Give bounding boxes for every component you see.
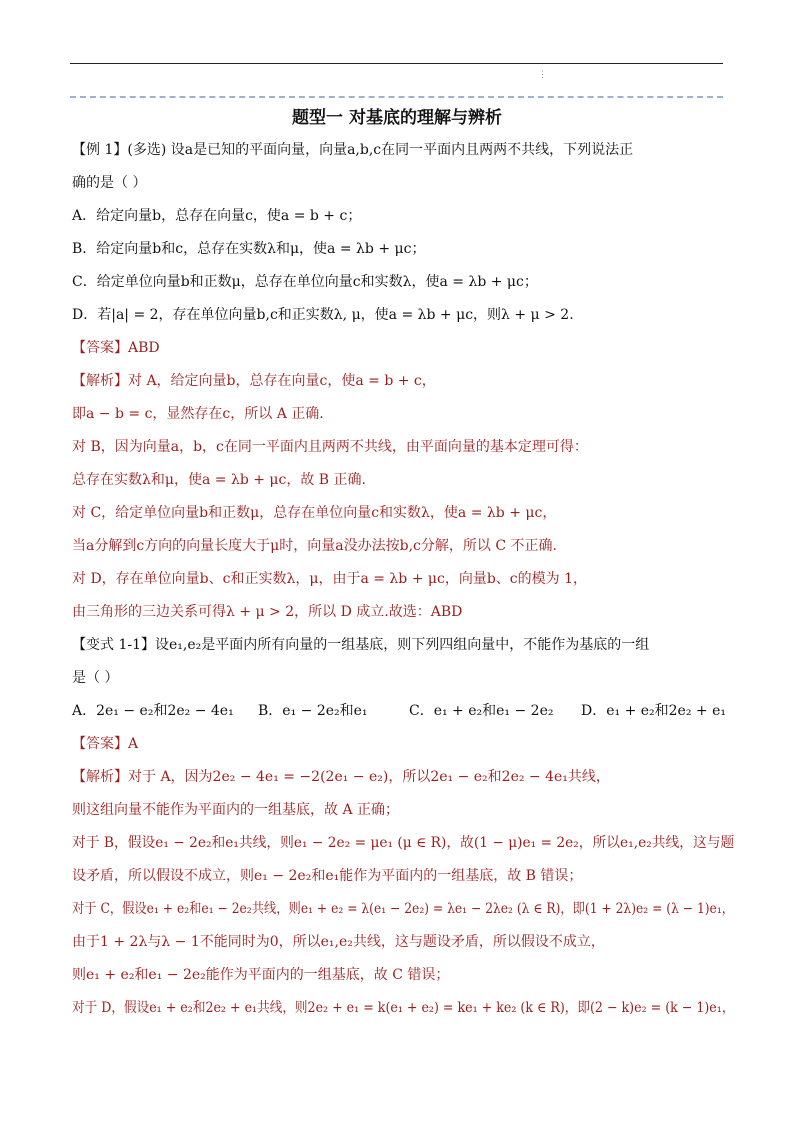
- example-1-option-a: A．给定向量b，总存在向量c，使a = b + c；: [72, 208, 362, 224]
- example-1-analysis-line-6: 当a分解到c方向的向量长度大于μ时，向量a没办法按b,c分解，所以 C 不正确.: [72, 538, 557, 554]
- header-mark: ⋮: [538, 70, 547, 80]
- variant-1-1-option-c: C．e₁ + e₂和e₁ − 2e₂: [409, 703, 554, 719]
- title-dashed-rule: [70, 96, 723, 98]
- example-1-analysis-line-5: 对 C，给定单位向量b和正数μ，总存在单位向量c和实数λ，使a = λb + μc，: [72, 505, 557, 521]
- variant-1-1-answer: 【答案】A: [72, 736, 139, 752]
- example-1-analysis-line-4: 总存在实数λ和μ，使a = λb + μc，故 B 正确.: [72, 472, 366, 488]
- variant-1-1-analysis-line-4: 设矛盾，所以假设不成立，则e₁ − 2e₂和e₁能作为平面内的一组基底，故 B 错误；: [72, 868, 583, 884]
- variant-1-1-stem-line-2: 是（ ）: [72, 670, 119, 686]
- example-1-option-d: D．若|a| = 2，存在单位向量b,c和正实数λ, μ，使a = λb + μc，则λ + μ > 2.: [72, 307, 574, 323]
- variant-1-1-analysis-line-8: 对于 D，假设e₁ + e₂和2e₂ + e₁共线，则2e₂ + e₁ = k(e₁ + e₂) = ke₁ + ke₂ (k ∈ R)，即(2 − k)e₂ = (k − 1)e₁，: [72, 1000, 735, 1016]
- variant-1-1-analysis-line-1: 【解析】对于 A，因为2e₂ − 4e₁ = −2(2e₁ − e₂)，所以2e₁ − e₂和2e₂ − 4e₁共线，: [72, 769, 610, 785]
- header-rule: [70, 63, 723, 64]
- variant-1-1-stem-line-1: 【变式 1-1】设e₁,e₂是平面内所有向量的一组基底，则下列四组向量中，不能作为基底的一组: [72, 637, 650, 653]
- example-1-stem-line-1: 【例 1】(多选) 设a是已知的平面向量，向量a,b,c在同一平面内且两两不共线，下列说法正: [72, 142, 634, 158]
- variant-1-1-analysis-line-6: 由于1 + 2λ与λ − 1不能同时为0，所以e₁,e₂共线，这与题设矛盾，所以假设不成立，: [72, 934, 605, 950]
- section-title: 题型一 对基底的理解与辨析: [292, 108, 502, 128]
- variant-1-1-option-a: A．2e₁ − e₂和2e₂ − 4e₁: [72, 703, 234, 719]
- example-1-analysis-line-7: 对 D，存在单位向量b、c和正实数λ，μ，由于a = λb + μc，向量b、c的模为 1，: [72, 571, 587, 587]
- variant-1-1-option-b: B．e₁ − 2e₂和e₁: [258, 703, 368, 719]
- variant-1-1-analysis-line-2: 则这组向量不能作为平面内的一组基底，故 A 正确；: [72, 802, 400, 818]
- variant-1-1-analysis-line-5: 对于 C，假设e₁ + e₂和e₁ − 2e₂共线，则e₁ + e₂ = λ(e₁ − 2e₂) = λe₁ − 2λe₂ (λ ∈ R)，即(1 + 2λ)e₂ = (λ − 1)e₁，: [72, 901, 735, 917]
- variant-1-1-analysis-line-7: 则e₁ + e₂和e₁ − 2e₂能作为平面内的一组基底，故 C 错误；: [72, 967, 450, 983]
- example-1-analysis-line-2: 即a − b = c，显然存在c，所以 A 正确.: [72, 406, 324, 422]
- variant-1-1-option-d: D．e₁ + e₂和2e₂ + e₁: [581, 703, 726, 719]
- example-1-analysis-line-1: 【解析】对 A，给定向量b，总存在向量c，使a = b + c，: [72, 373, 436, 389]
- example-1-analysis-line-3: 对 B，因为向量a，b，c在同一平面内且两两不共线，由平面向量的基本定理可得：: [72, 439, 588, 455]
- example-1-option-c: C．给定单位向量b和正数μ，总存在单位向量c和实数λ，使a = λb + μc；: [72, 274, 538, 290]
- example-1-stem-line-2: 确的是（ ）: [72, 175, 147, 191]
- example-1-answer: 【答案】ABD: [72, 340, 160, 356]
- example-1-option-b: B．给定向量b和c，总存在实数λ和μ，使a = λb + μc；: [72, 241, 426, 257]
- example-1-analysis-line-8: 由三角形的三边关系可得λ + μ > 2，所以 D 成立.故选：ABD: [72, 604, 463, 620]
- variant-1-1-analysis-line-3: 对于 B，假设e₁ − 2e₂和e₁共线，则e₁ − 2e₂ = μe₁ (μ ∈ R)，故(1 − μ)e₁ = 2e₂，所以e₁,e₂共线，这与题: [72, 835, 735, 851]
